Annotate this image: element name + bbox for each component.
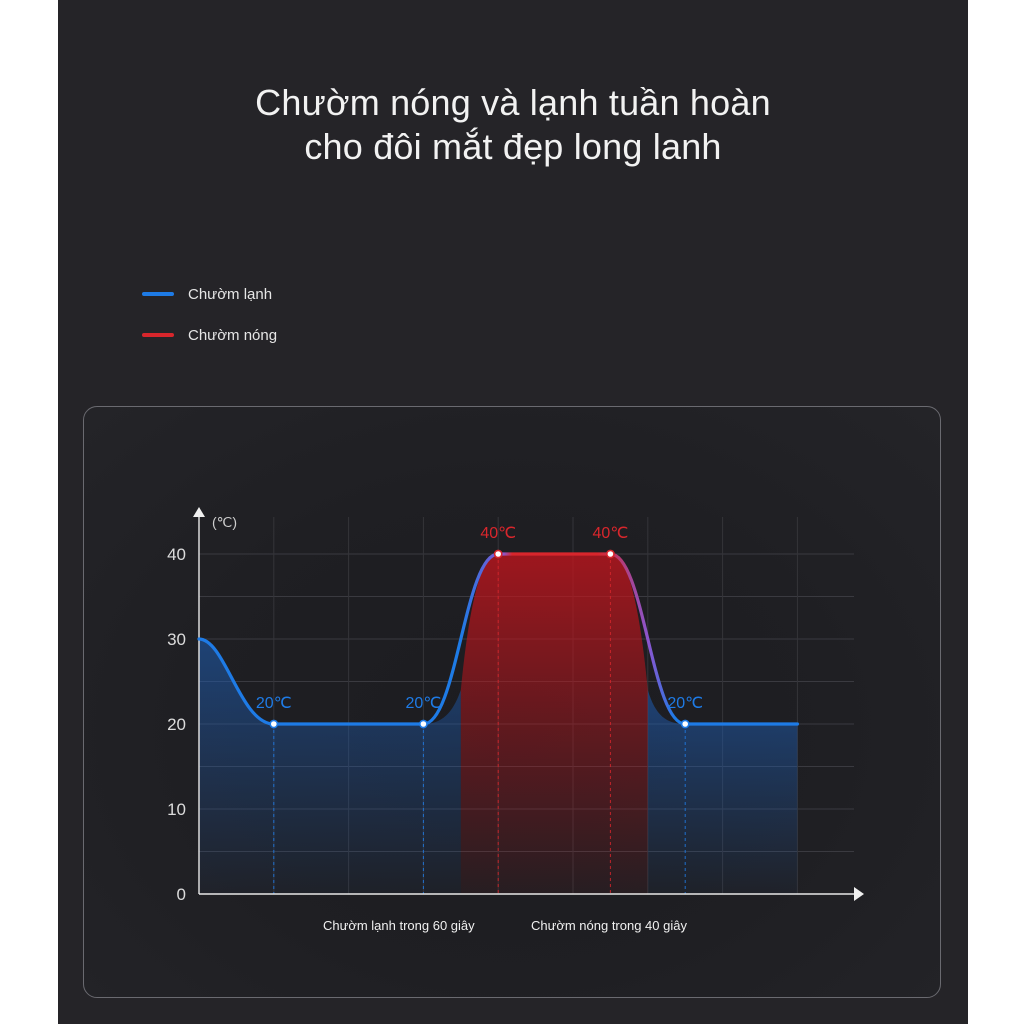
x-annotation-label: Chườm lạnh trong 60 giây — [323, 918, 475, 933]
y-axis-arrow-icon — [193, 507, 205, 517]
y-tick-label: 20 — [167, 715, 186, 734]
y-tick-label: 0 — [176, 885, 186, 904]
cold-area-fill — [199, 639, 461, 894]
y-axis-unit-label: (℃) — [212, 514, 238, 530]
page-title-line-1: Chườm nóng và lạnh tuần hoàn — [255, 82, 771, 123]
x-axis-arrow-icon — [854, 887, 864, 901]
data-point — [607, 550, 614, 557]
data-point-label: 40℃ — [480, 525, 517, 542]
y-tick-label: 40 — [167, 545, 186, 564]
data-point-label: 20℃ — [667, 695, 704, 712]
legend-label-hot: Chườm nóng — [188, 326, 278, 344]
y-tick-label: 10 — [167, 800, 186, 819]
x-annotation-label: Chườm nóng trong 40 giây — [531, 918, 687, 933]
data-point-label: 20℃ — [405, 695, 442, 712]
legend-swatch-hot — [142, 333, 174, 337]
legend-item-hot — [142, 325, 277, 345]
data-point — [495, 550, 502, 557]
product-panel — [58, 0, 968, 1024]
hot-area-fill — [461, 554, 648, 894]
legend-label-cold: Chườm lạnh — [188, 285, 273, 303]
data-point-label: 40℃ — [592, 525, 629, 542]
temperature-chart — [84, 407, 940, 997]
data-point — [270, 720, 277, 727]
chart-card — [83, 406, 941, 998]
legend-item-cold — [142, 284, 272, 304]
data-point-label: 20℃ — [255, 695, 292, 712]
y-tick-label: 30 — [167, 630, 186, 649]
page-title-line-2: cho đôi mắt đẹp long lanh — [304, 126, 722, 167]
legend-swatch-cold — [142, 292, 174, 296]
data-point — [682, 720, 689, 727]
data-point — [420, 720, 427, 727]
